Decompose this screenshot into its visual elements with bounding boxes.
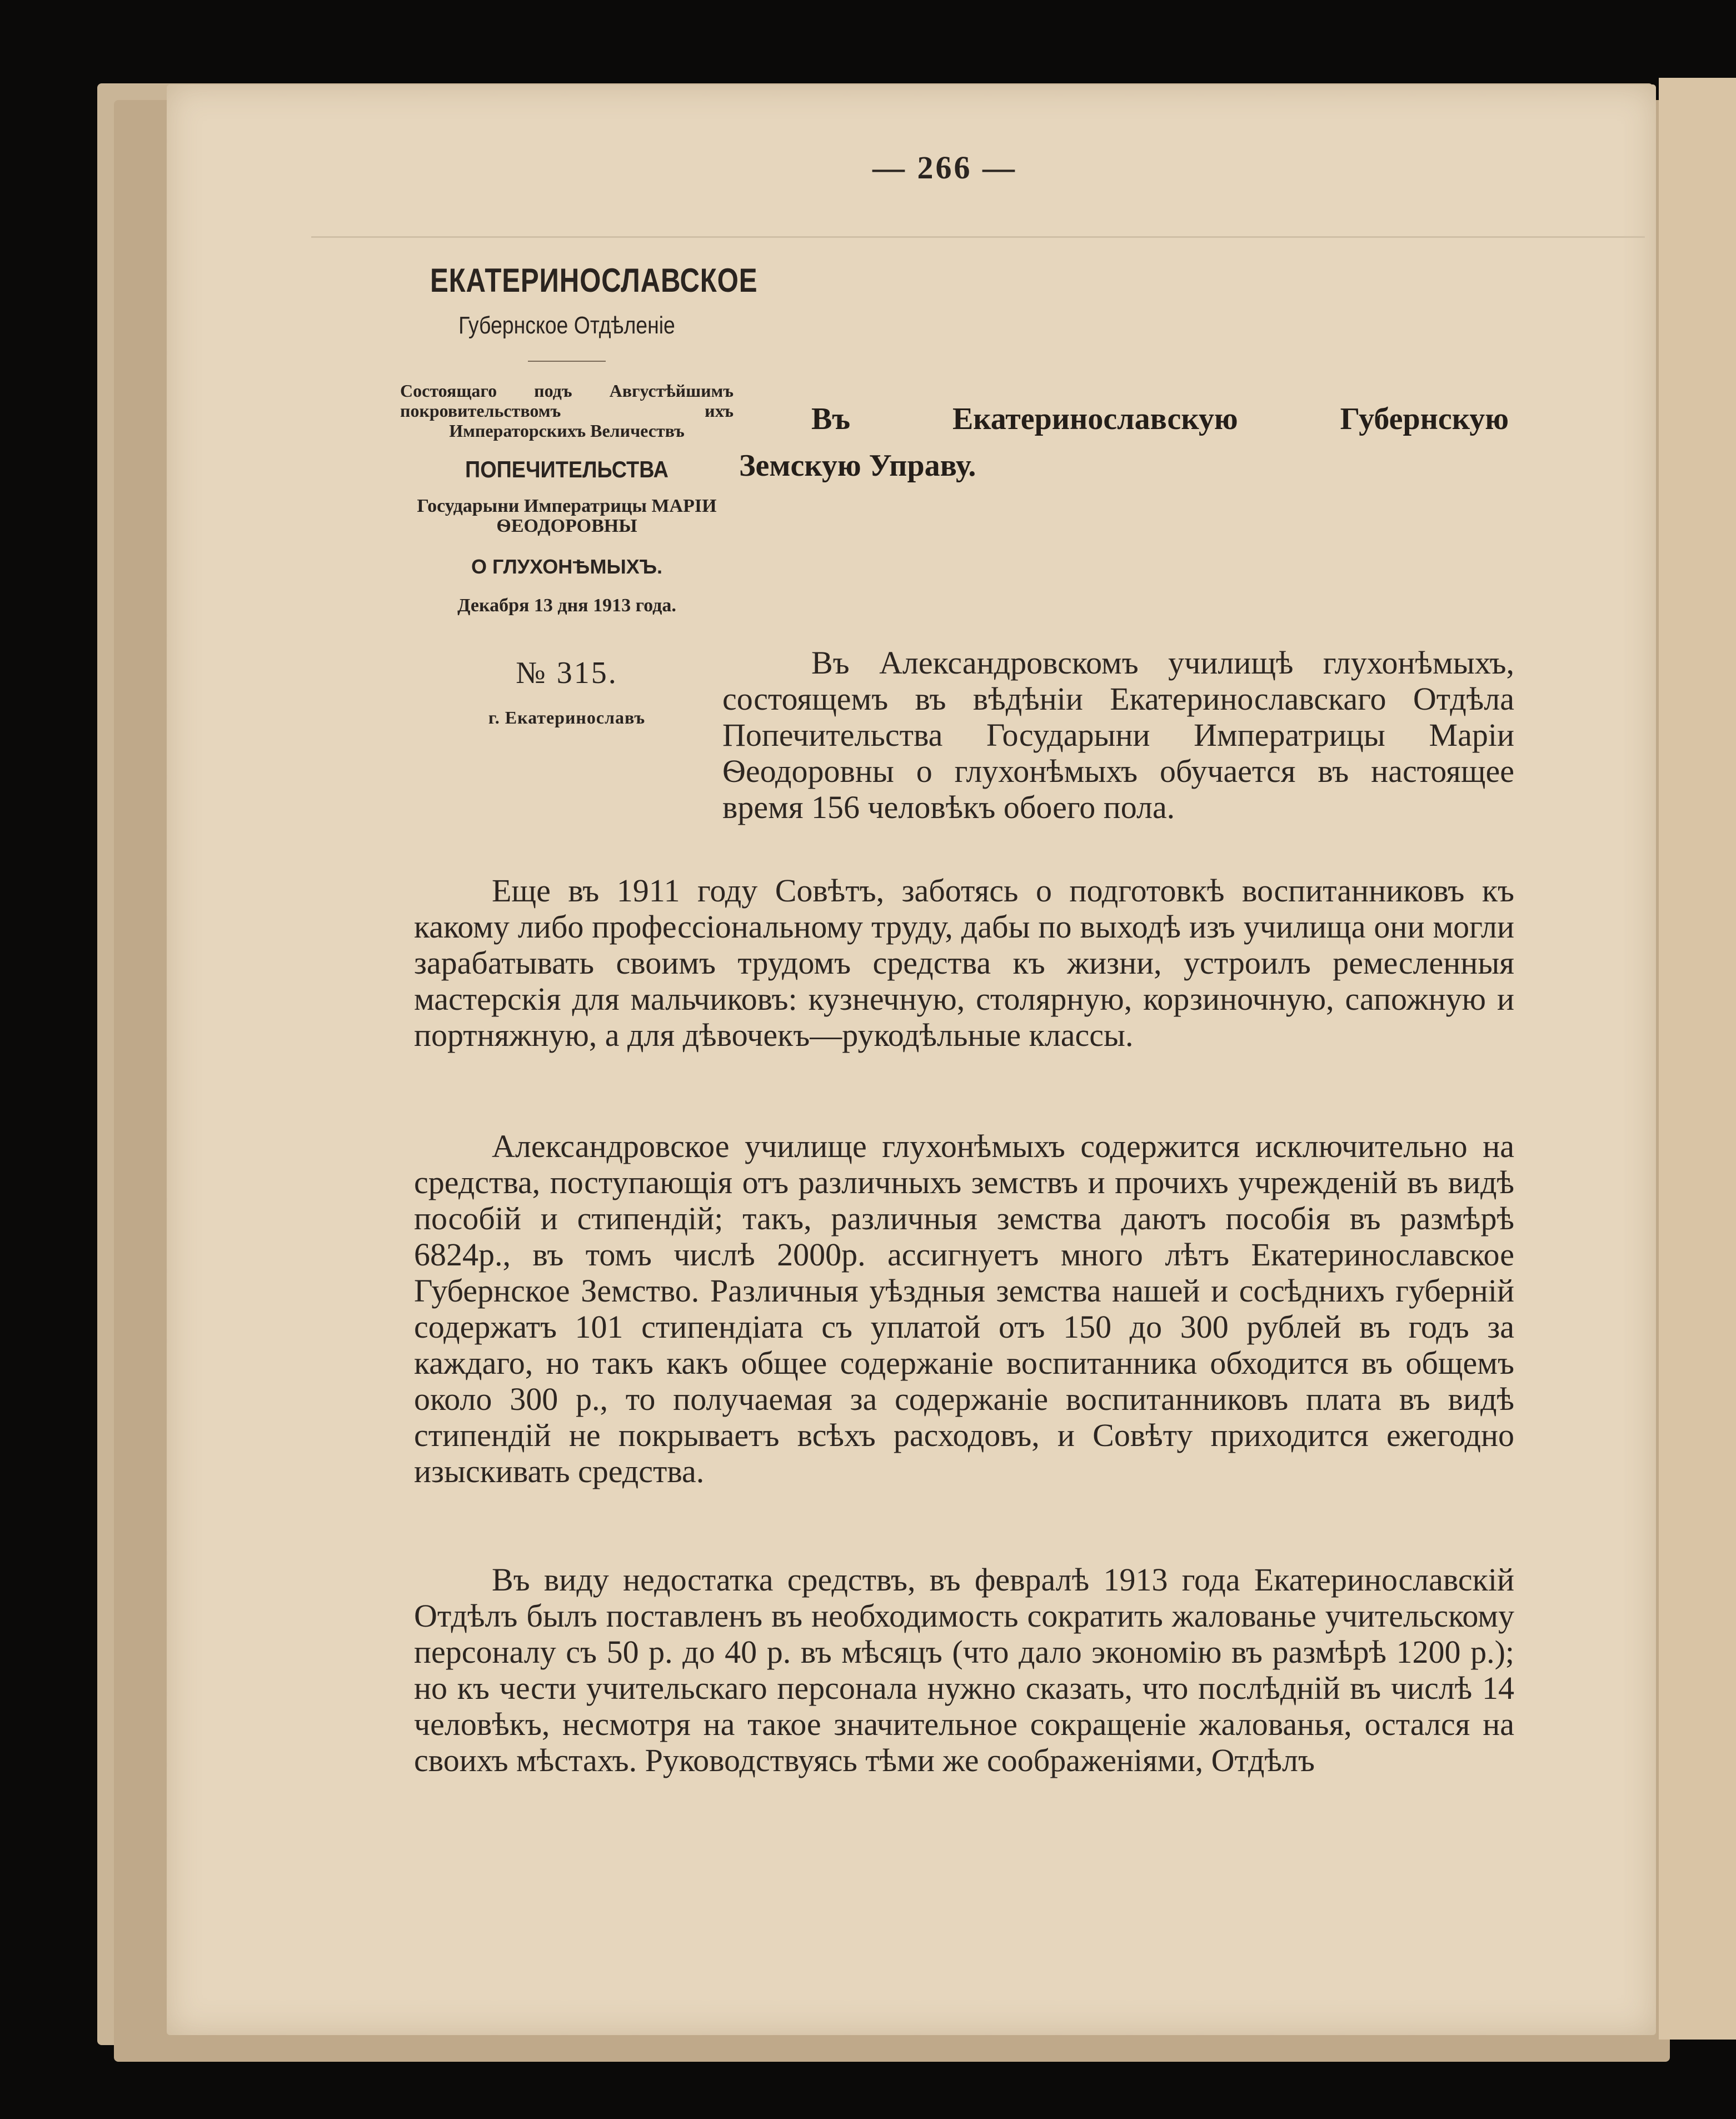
letterhead-date: Декабря 13 дня 1913 года.	[457, 595, 676, 616]
letterhead-deaf: О ГЛУХОНѢМЫХЪ.	[471, 555, 663, 578]
paragraph-1: Въ Александровскомъ училищѣ глухонѣмыхъ, состоящемъ въ вѣдѣніи Екатеринославскаго Отдѣла Попечительства Государыни Императрицы Маріи Ѳеодоровны о глухонѣмыхъ обучается въ настоящее время 156 человѣкъ обоего пола.	[722, 645, 1514, 825]
paragraph-4: Въ виду недостатка средствъ, въ февралѣ 1913 года Екатеринославскій Отдѣлъ былъ поставленъ въ необходимость сократить жалованье учительскому персоналу съ 50 р. до 40 р. въ мѣсяцъ (что дало экономію въ размѣрѣ 1200 р.); но къ чести учительскаго персонала нужно сказать, что послѣдній въ числѣ 14 человѣкъ, несмотря на такое значительное сокращеніе жалованья, остался на своихъ мѣстахъ. Руководствуясь тѣми же соображеніями, Отдѣлъ	[414, 1562, 1514, 1778]
adjacent-page-edge	[1659, 78, 1736, 2040]
paragraph-3: Александровское училище глухонѣмыхъ содержится исключительно на средства, поступающія отъ различныхъ земствъ и прочихъ учрежденій въ видѣ пособій и стипендій; такъ, различныя земства даютъ пособія въ размѣрѣ 6824р., въ томъ числѣ 2000р. ассигнуетъ много лѣтъ Екатеринославское Губернское Земство. Различныя уѣздныя земства нашей и сосѣднихъ губерній содержатъ 101 стипендіата съ уплатой отъ 150 до 300 рублей въ годъ за каждаго, но такъ какъ общее содержаніе воспитанника обходится въ общемъ около 300 р., то получаемая за содержаніе воспитанниковъ плата въ видѣ стипендій не покрываетъ всѣхъ расходовъ, и Совѣту приходится ежегодно изыскивать средства.	[414, 1128, 1514, 1489]
letterhead-org: ЕКАТЕРИНОСЛАВСКОЕ	[430, 262, 758, 299]
letterhead-dept: Губернское Отдѣленіе	[458, 312, 675, 339]
letterhead-patronage: Состоящаго подъ Августѣйшимъ покровительствомъ ихъ Императорскихъ Величествъ	[400, 381, 734, 441]
addressee-line-2: Земскую Управу.	[739, 448, 976, 483]
header-rule	[311, 236, 1645, 238]
letterhead	[400, 261, 758, 728]
letterhead-divider	[528, 361, 606, 362]
paragraph-2: Еще въ 1911 году Совѣтъ, заботясь о подготовкѣ воспитанниковъ къ какому либо профессіональному труду, дабы по выходѣ изъ училища они могли зарабатывать своимъ трудомъ средства къ жизни, устроилъ ремесленныя мастерскія для мальчиковъ: кузнечную, столярную, корзиночную, сапожную и портняжную, а для дѣвочекъ—рукодѣльные классы.	[414, 872, 1514, 1053]
addressee	[739, 396, 1509, 489]
letterhead-number: № 315.	[516, 656, 618, 690]
letterhead-empress: Государыни Императрицы МАРІИ ѲЕОДОРОВНЫ	[417, 496, 717, 536]
page-number: — 266 —	[872, 149, 1017, 186]
addressee-line-1: Въ Екатеринославскую Губернскую	[811, 402, 1509, 436]
letterhead-city: г. Екатеринославъ	[488, 707, 646, 727]
letterhead-trusteeship: ПОПЕЧИТЕЛЬСТВА	[465, 456, 669, 482]
